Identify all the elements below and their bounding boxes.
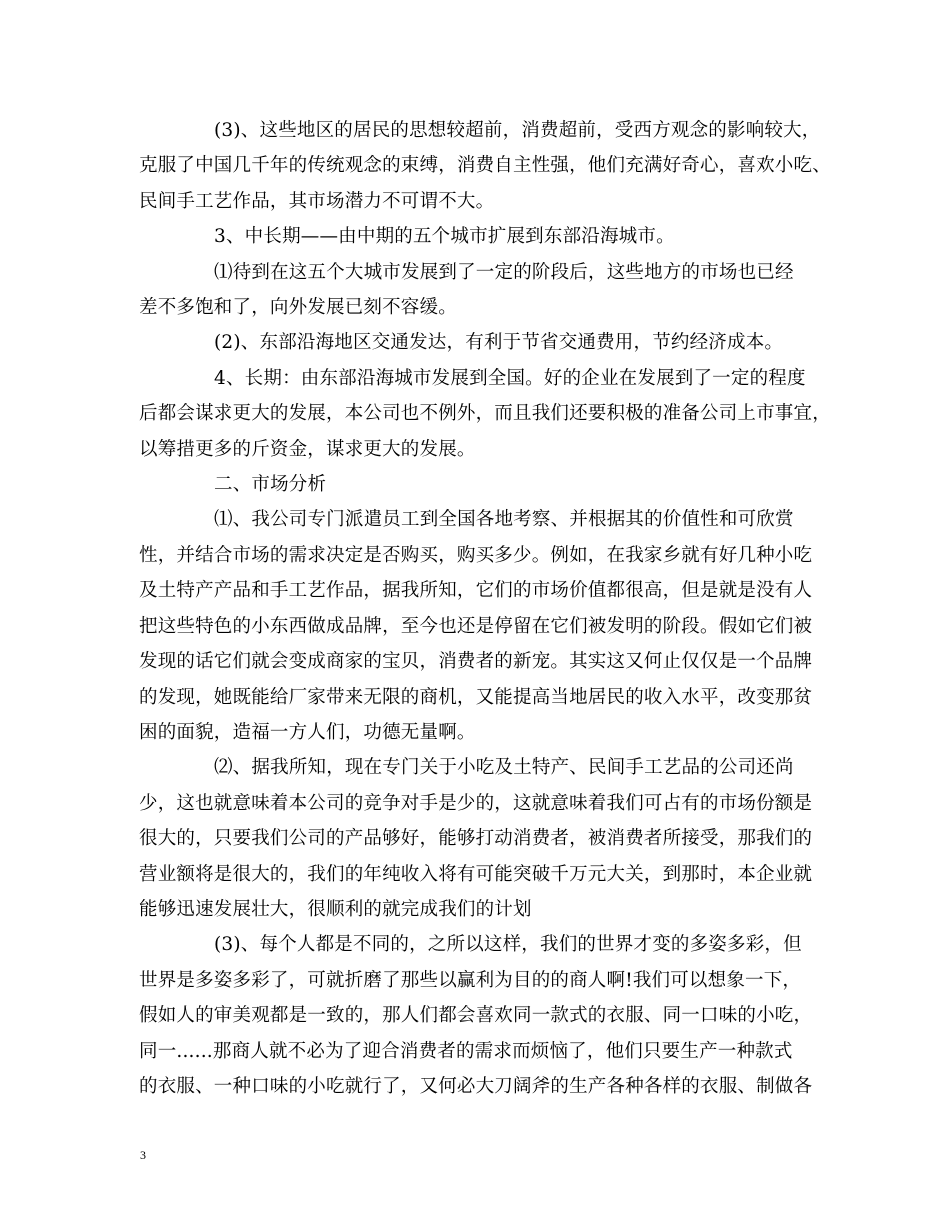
paragraph <box>139 361 831 467</box>
paragraph-line: 世界是多姿多彩了，可就折磨了那些以赢利为目的的商人啊!我们可以想象一下， <box>139 969 802 991</box>
paragraph <box>139 325 819 360</box>
paragraph-line: 假如人的审美观都是一致的，那人们都会喜欢同一款式的衣服、同一口味的小吃， <box>139 1005 813 1027</box>
paragraph <box>139 927 819 1104</box>
paragraph-line: 把这些特色的小东西做成品牌，至今也还是停留在它们被发明的阶段。假如它们被 <box>139 615 813 637</box>
paragraph-line: 二、市场分析 <box>214 474 327 496</box>
document-body <box>139 113 831 1104</box>
paragraph-line: 后都会谋求更大的发展，本公司也不例外，而且我们还要积极的准备公司上市事宜， <box>139 403 831 425</box>
paragraph-line: ⑴待到在这五个大城市发展到了一定的阶段后，这些地方的市场也已经 <box>214 261 794 283</box>
paragraph-line: 克服了中国几千年的传统观念的束缚，消费自主性强，他们充满好奇心，喜欢小吃、 <box>139 155 831 177</box>
paragraph <box>139 255 819 326</box>
paragraph-line: 发现的话它们就会变成商家的宝贝，消费者的新宠。其实这又何止仅仅是一个品牌 <box>139 651 813 673</box>
paragraph-line: 营业额将是很大的，我们的年纯收入将有可能突破千万元大关，到那时，本企业就 <box>139 863 813 885</box>
paragraph-line: 4、长期：由东部沿海城市发展到全国。好的企业在发展到了一定的程度 <box>214 367 806 389</box>
page-number: 3 <box>140 1148 146 1162</box>
paragraph-line: 同一......那商人就不必为了迎合消费者的需求而烦恼了，他们只要生产一种款式 <box>139 1040 793 1062</box>
paragraph-line: 少，这也就意味着本公司的竞争对手是少的，这就意味着我们可占有的市场份额是 <box>139 792 813 814</box>
paragraph <box>139 113 831 219</box>
paragraph <box>139 750 819 927</box>
paragraph-line: 很大的，只要我们公司的产品够好，能够打动消费者，被消费者所接受，那我们的 <box>139 828 813 850</box>
paragraph-line: 以筹措更多的斤资金，谋求更大的发展。 <box>139 438 476 460</box>
paragraph-line: ⑴、我公司专门派遣员工到全国各地考察、并根据其的价值性和可欣赏 <box>214 509 794 531</box>
paragraph-line: (2)、东部沿海地区交通发达，有利于节省交通费用，节约经济成本。 <box>214 332 784 354</box>
paragraph-line: 能够迅速发展壮大，很顺利的就完成我们的计划 <box>139 898 532 920</box>
paragraph-line: 的发现，她既能给厂家带来无限的商机，又能提高当地居民的收入水平，改变那贫 <box>139 686 813 708</box>
paragraph <box>139 502 819 750</box>
paragraph-line: (3)、这些地区的居民的思想较超前，消费超前，受西方观念的影响较大， <box>214 120 821 141</box>
paragraph-line: 及土特产产品和手工艺作品，据我所知，它们的市场价值都很高，但是就是没有人 <box>139 580 813 602</box>
paragraph-line: 困的面貌，造福一方人们，功德无量啊。 <box>139 721 476 743</box>
paragraph-line: 性，并结合市场的需求决定是否购买，购买多少。例如，在我家乡就有好几种小吃 <box>139 544 813 566</box>
paragraph <box>139 467 819 502</box>
paragraph-line: 的衣服、一种口味的小吃就行了，又何必大刀阔斧的生产各种各样的衣服、制做各 <box>139 1075 813 1097</box>
paragraph-line: 民间手工艺作品，其市场潜力不可谓不大。 <box>139 190 495 212</box>
paragraph <box>139 219 819 254</box>
paragraph-line: (3)、每个人都是不同的，之所以这样，我们的世界才变的多姿多彩，但 <box>214 934 802 956</box>
paragraph-line: ⑵、据我所知，现在专门关于小吃及土特产、民间手工艺品的公司还尚 <box>214 757 794 779</box>
paragraph-line: 3、中长期——由中期的五个城市扩展到东部沿海城市。 <box>214 226 675 248</box>
paragraph-line: 差不多饱和了，向外发展已刻不容缓。 <box>139 297 457 319</box>
